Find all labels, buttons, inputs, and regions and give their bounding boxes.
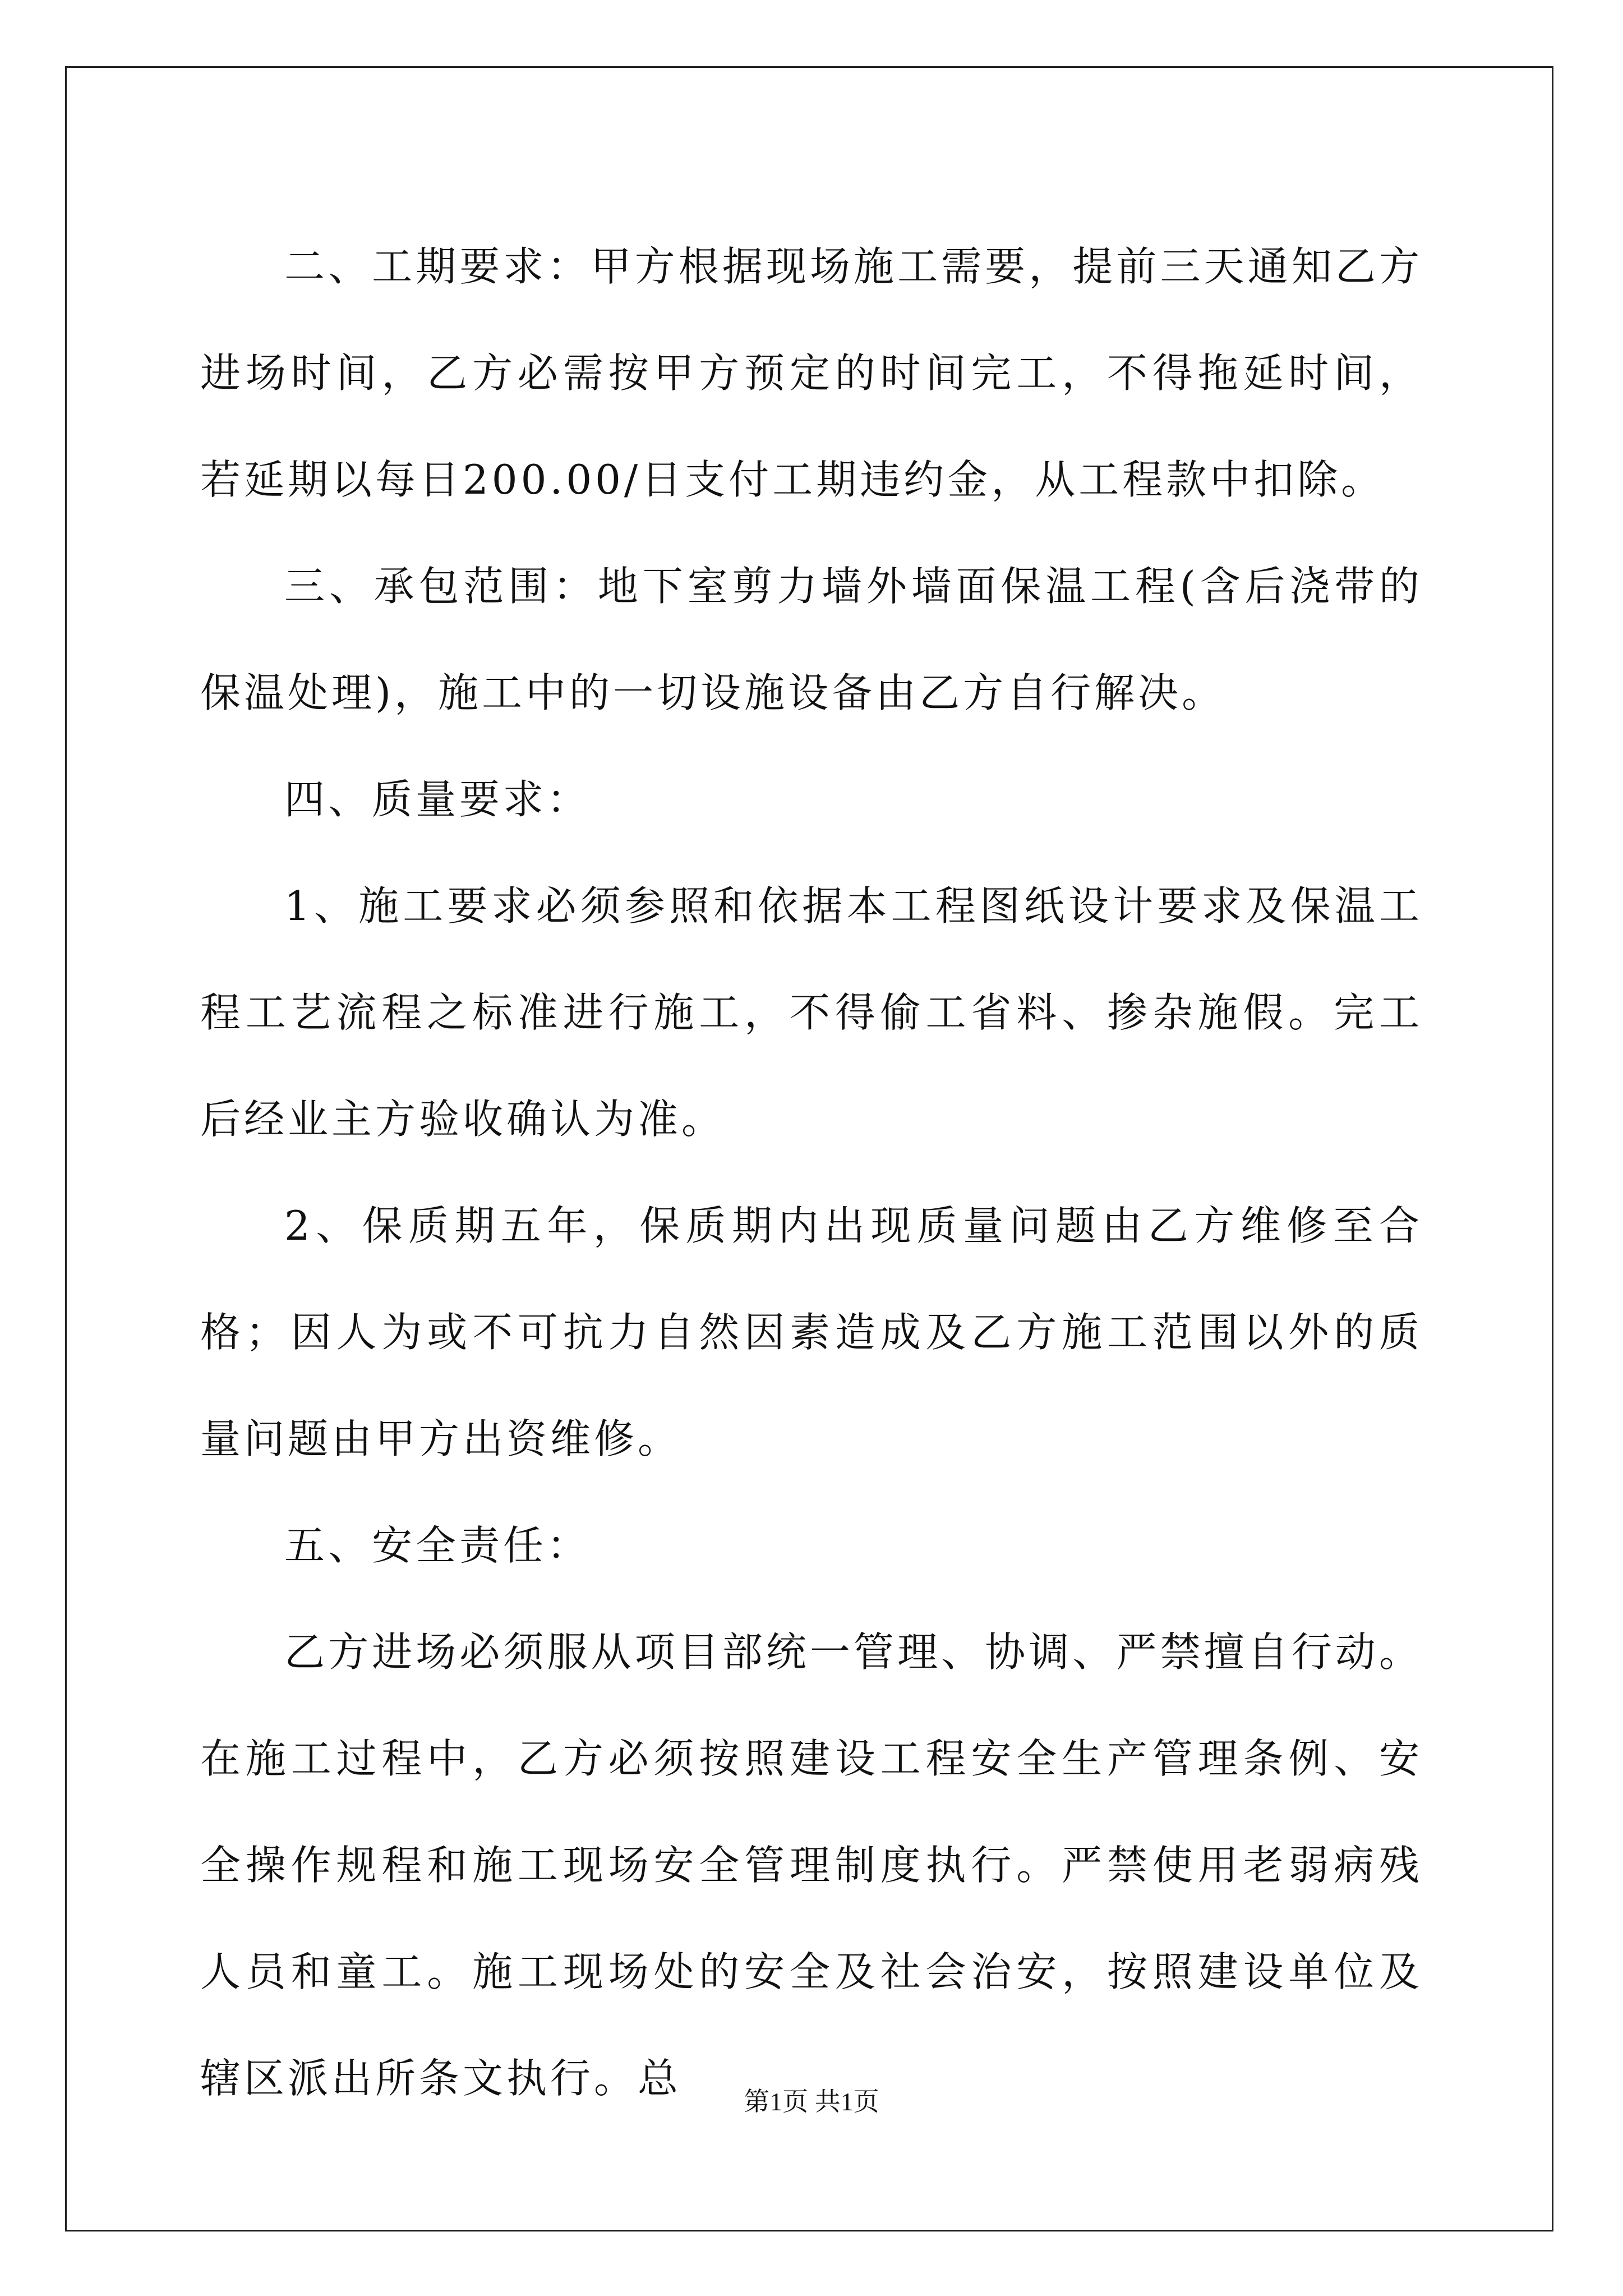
page-number-footer: 第1页 共1页 [744,2087,879,2116]
paragraph-safety-body: 乙方进场必须服从项目部统一管理、协调、严禁擅自行动。在施工过程中，乙方必须按照建设工程安全生产管理条例、安全操作规程和施工现场安全管理制度执行。严禁使用老弱病残人员和童工。施工现场处的安全及社会治安，按照建设单位及辖区派出所条文执行。总 [200,1628,1423,2102]
paragraph-quality-item-1: 1、施工要求必须参照和依据本工程图纸设计要求及保温工程工艺流程之标准进行施工，不得偷工省料、掺杂施假。完工后经业主方验收确认为准。 [200,882,1423,1143]
paragraph-quality-heading: 四、质量要求： [284,776,591,823]
paragraph-schedule-requirements: 二、工期要求：甲方根据现场施工需要，提前三天通知乙方进场时间，乙方必需按甲方预定的时间完工，不得拖延时间，若延期以每日200.00/日支付工期违约金，从工程款中扣除。 [200,243,1423,503]
document-body [200,213,1423,2132]
paragraph-safety-heading: 五、安全责任： [284,1522,591,1569]
paragraph-contract-scope: 三、承包范围：地下室剪力墙外墙面保温工程(含后浇带的保温处理)，施工中的一切设施设备由乙方自行解决。 [200,563,1423,716]
paragraph-quality-item-2: 2、保质期五年，保质期内出现质量问题由乙方维修至合格；因人为或不可抗力自然因素造成及乙方施工范围以外的质量问题由甲方出资维修。 [200,1202,1423,1462]
